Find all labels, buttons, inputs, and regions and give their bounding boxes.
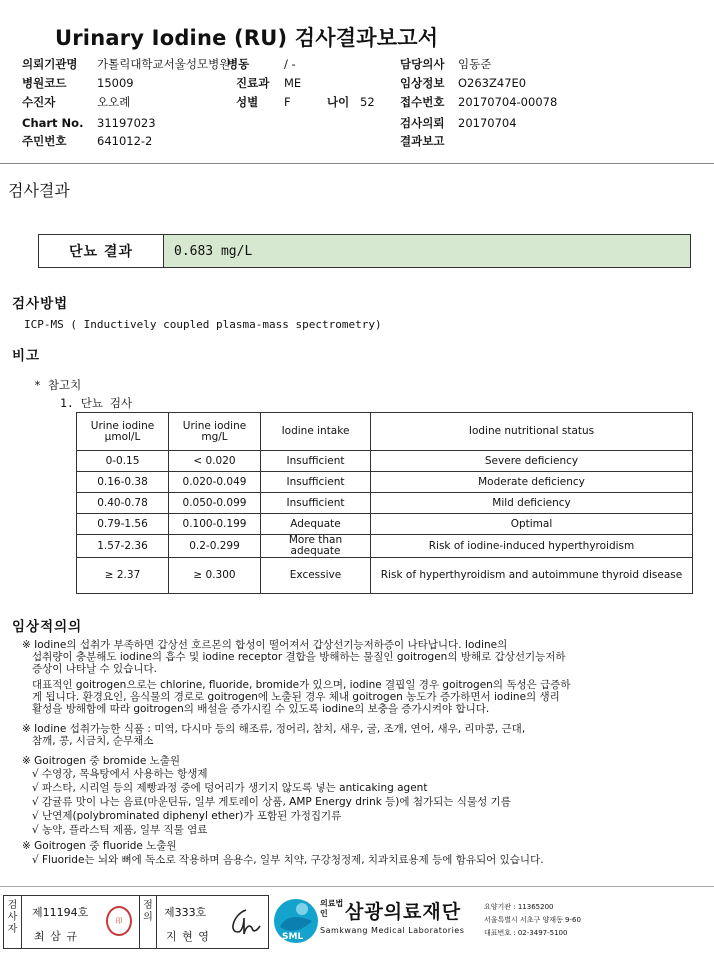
cell: < 0.020: [169, 451, 261, 472]
cell: Excessive: [261, 558, 371, 594]
examiner-license: 제11194호: [32, 906, 89, 919]
result-label: 단뇨 결과: [39, 235, 164, 267]
org-prefix: 의료법인: [320, 899, 344, 918]
note-line: √ 수영장, 목욕탕에서 사용하는 항생제: [22, 768, 208, 780]
label-chart-no: Chart No.: [22, 116, 84, 130]
footer: [0, 893, 714, 951]
org-english-name: Samkwang Medical Laboratories: [320, 926, 465, 935]
cell: Risk of iodine-induced hyperthyroidism: [371, 535, 693, 558]
note-line: 게 됩니다. 환경요인, 음식물의 경로로 goitrogen에 노출된 경우 체내 goitrogen 농도가 증가하면서 iodine의 생리: [22, 691, 560, 703]
cell: More than adequate: [261, 535, 371, 558]
logo-text: SML: [282, 932, 304, 942]
org-phone: 대표번호 : 02-3497-5100: [484, 929, 568, 937]
examiner-seal-icon: 印: [106, 906, 132, 936]
table-header-row: [77, 413, 693, 451]
label-department: 진료과: [236, 76, 270, 90]
value-doctor: 임동준: [458, 57, 492, 71]
col-header-intake: Iodine intake: [261, 413, 371, 451]
table-row: [77, 535, 693, 558]
result-box: [38, 234, 691, 268]
section-title: 검사결과: [8, 181, 70, 200]
pathologist-label: 점의: [139, 896, 157, 948]
value-chart-no: 31197023: [97, 116, 156, 130]
cell: Moderate deficiency: [371, 472, 693, 493]
label-receipt-no: 접수번호: [400, 95, 445, 109]
table-row: [77, 514, 693, 535]
cell: Mild deficiency: [371, 493, 693, 514]
value-hospital-code: 15009: [97, 76, 134, 90]
value-request-date: 20170704: [458, 116, 517, 130]
cell: 0-0.15: [77, 451, 169, 472]
note-line: √ Fluoride는 뇌와 뼈에 독소로 작용하며 음용수, 일부 치약, 구강청정제, 치과치료용제 등에 함유되어 있습니다.: [22, 854, 544, 866]
cell: 0.16-0.38: [77, 472, 169, 493]
label-age: 나이: [327, 95, 350, 109]
cell: Optimal: [371, 514, 693, 535]
result-value: 0.683 mg/L: [164, 235, 690, 267]
note-line: 대표적인 goitrogen으로는 chlorine, fluoride, bromide가 있으며, iodine 결핍일 경우 goitrogen의 독성은 급증하: [22, 679, 571, 691]
examiner-label: 검사자: [4, 896, 22, 948]
note-line: 섭취량이 충분해도 iodine의 흡수 및 iodine receptor 결합을 방해하는 물질인 goitrogen의 방해로 갑상선기능저하: [22, 651, 566, 663]
label-report-date: 결과보고: [400, 134, 445, 148]
org-code: 요양기관 : 11365200: [484, 903, 554, 911]
sml-logo-icon: [272, 897, 320, 945]
signature-icon: [226, 906, 262, 938]
label-institution: 의뢰기관명: [22, 57, 78, 71]
cell: 0.40-0.78: [77, 493, 169, 514]
report-title: Urinary Iodine (RU) 검사결과보고서: [55, 26, 439, 50]
value-institution: 가톨릭대학교서울성모병원: [97, 57, 231, 71]
table-row: [77, 493, 693, 514]
label-patient: 수진자: [22, 95, 56, 109]
note-line: 증상이 나타날 수 있습니다.: [22, 663, 157, 675]
table-row: [77, 472, 693, 493]
cell: Severe deficiency: [371, 451, 693, 472]
value-clinical-info: O263Z47E0: [458, 76, 527, 90]
clinical-heading: 임상적의의: [12, 619, 83, 635]
org-name: 삼광의료재단: [345, 901, 462, 923]
method-heading: 검사방법: [12, 296, 69, 312]
table-row: [77, 558, 693, 594]
cell: 0.020-0.049: [169, 472, 261, 493]
remarks-heading: 비고: [12, 348, 41, 364]
table-row: [77, 451, 693, 472]
examiner-name: 최 삼 규: [34, 930, 78, 943]
note-line: 활성을 방해함에 따라 goitrogen의 배설을 증가시킬 수 있도록 iodine의 보충을 증가시켜야 합니다.: [22, 703, 490, 715]
value-resident-no: 641012-2: [97, 134, 153, 148]
cell: ≥ 0.300: [169, 558, 261, 594]
value-receipt-no: 20170704-00078: [458, 95, 558, 109]
org-address: 서울특별시 서초구 양재동 9-60: [484, 916, 581, 924]
note-line: √ 감귤류 맛이 나는 음료(마운틴듀, 일부 게토레이 상품, AMP Energy drink 등)에 첨가되는 식물성 기름: [22, 796, 511, 808]
cell: ≥ 2.37: [77, 558, 169, 594]
reference-subheading: 1. 단뇨 검사: [60, 396, 133, 410]
label-doctor: 담당의사: [400, 57, 445, 71]
reference-table: [76, 412, 693, 594]
reference-heading: * 참고치: [34, 378, 82, 392]
note-line: ※ Goitrogen 중 fluoride 노출원: [22, 840, 177, 852]
cell: 0.100-0.199: [169, 514, 261, 535]
note-line: ※ Iodine 섭취가능한 식품 : 미역, 다시마 등의 해조류, 정어리, 참치, 새우, 굴, 조개, 연어, 새우, 리마콩, 근대,: [22, 723, 526, 735]
col-header-status: Iodine nutritional status: [371, 413, 693, 451]
note-line: ※ Iodine의 섭취가 부족하면 갑상선 호르몬의 합성이 떨어져서 갑상선기능저하증이 나타납니다. Iodine의: [22, 639, 508, 651]
value-ward: / -: [284, 57, 296, 71]
label-ward: 병동: [227, 57, 250, 71]
cell: Insufficient: [261, 451, 371, 472]
value-department: ME: [284, 76, 302, 90]
signature-box: [3, 895, 269, 949]
note-line: ※ Goitrogen 중 bromide 노출원: [22, 755, 181, 767]
label-request-date: 검사의뢰: [400, 116, 445, 130]
value-patient: 오오례: [97, 95, 131, 109]
cell: Insufficient: [261, 472, 371, 493]
divider: [0, 163, 714, 164]
label-resident-no: 주민번호: [22, 134, 67, 148]
org-info: [484, 901, 581, 940]
cell: Risk of hyperthyroidism and autoimmune thyroid disease: [371, 558, 693, 594]
note-line: 참깨, 콩, 시금치, 순무채소: [22, 735, 154, 747]
cell: Insufficient: [261, 493, 371, 514]
cell: 0.2-0.299: [169, 535, 261, 558]
col-header-umol: Urine iodine µmol/L: [77, 413, 169, 451]
cell: 1.57-2.36: [77, 535, 169, 558]
pathologist-name: 지 현 영: [166, 930, 210, 943]
value-age: 52: [360, 95, 375, 109]
cell: 0.050-0.099: [169, 493, 261, 514]
cell: Adequate: [261, 514, 371, 535]
col-header-mg: Urine iodine mg/L: [169, 413, 261, 451]
label-sex: 성별: [236, 95, 259, 109]
label-clinical-info: 임상정보: [400, 76, 445, 90]
method-text: ICP-MS ( Inductively coupled plasma-mass spectrometry): [24, 318, 382, 331]
label-hospital-code: 병원코드: [22, 76, 67, 90]
note-line: √ 파스타, 시리얼 등의 제빵과정 중에 덩어리가 생기지 않도록 넣는 anticaking agent: [22, 782, 428, 794]
pathologist-license: 제333호: [164, 906, 207, 919]
note-line: √ 농약, 플라스틱 제품, 일부 직물 염료: [22, 824, 208, 836]
value-sex: F: [284, 95, 291, 109]
footer-divider: [0, 886, 714, 887]
note-line: √ 난연제(polybrominated diphenyl ether)가 포함된 가정집기류: [22, 810, 342, 822]
cell: 0.79-1.56: [77, 514, 169, 535]
